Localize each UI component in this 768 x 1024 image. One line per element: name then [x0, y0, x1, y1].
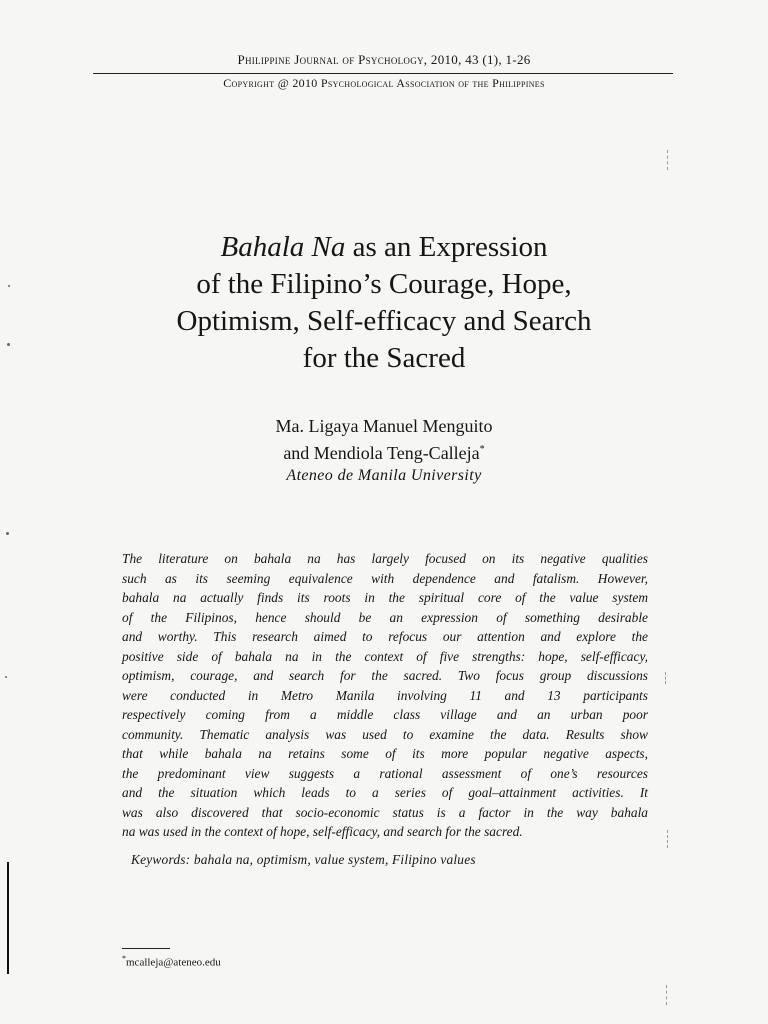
abstract-line: and the situation which leads to a series of goal–attainment activities. It: [122, 785, 648, 800]
scan-speck: [7, 343, 10, 346]
scan-edge-mark: [7, 862, 9, 974]
abstract-line: The literature on bahala na has largely focused on its negative qualities: [122, 551, 648, 566]
abstract-line: such as its seeming equivalence with dependence and fatalism. However,: [122, 570, 648, 586]
abstract-line: that while bahala na retains some of its more popular negative aspects,: [122, 746, 648, 761]
title-line-2: of the Filipino’s Courage, Hope,: [196, 268, 572, 300]
abstract-line: optimism, courage, and search for the sacred. Two focus group discussions: [122, 668, 648, 683]
footnote: [122, 954, 221, 969]
abstract: [122, 549, 648, 842]
article-title: [0, 229, 768, 377]
footnote-mark: *: [122, 954, 126, 963]
abstract-line: positive side of bahala na in the context of five strengths: hope, self-efficacy,: [122, 648, 648, 664]
copyright-line: Copyright @ 2010 Psychological Association of the Philippines: [223, 76, 545, 90]
scan-speck: [8, 285, 10, 287]
abstract-line: were conducted in Metro Manila involving 11 and 13 participants: [122, 687, 648, 703]
scan-speck: [5, 676, 7, 678]
abstract-line: na was used in the context of hope, self-efficacy, and search for the sacred.: [122, 824, 523, 839]
title-line-1-rest: as an Expression: [345, 231, 548, 263]
title-line-4: for the Sacred: [302, 342, 466, 374]
abstract-line: of the Filipinos, hence should be an expression of something desirable: [122, 609, 648, 625]
authors: [0, 414, 768, 465]
author-line-1: Ma. Ligaya Manuel Menguito: [275, 416, 493, 436]
abstract-line: the predominant view suggests a rational assessment of one’s resources: [122, 765, 648, 781]
abstract-line: respectively coming from a middle class village and an urban poor: [122, 707, 648, 722]
header-rule: [93, 73, 673, 74]
scan-margin-dash: [667, 830, 668, 848]
keywords: Keywords: bahala na, optimism, value system, Filipino values: [131, 852, 476, 867]
title-line-1: [0, 229, 768, 266]
scan-speck: [6, 532, 9, 535]
footnote-email: mcalleja@ateneo.edu: [126, 956, 221, 969]
author-line-2-text: and Mendiola Teng-Calleja: [283, 443, 480, 463]
affiliation: Ateneo de Manila University: [286, 467, 482, 484]
abstract-line: community. Thematic analysis was used to examine the data. Results show: [122, 726, 648, 742]
scan-margin-dash: [667, 150, 668, 170]
author-footnote-mark: *: [479, 444, 485, 455]
abstract-line: bahala na actually finds its roots in the spiritual core of the value system: [122, 590, 648, 605]
journal-citation: Philippine Journal of Psychology, 2010, 43 (1), 1-26: [237, 52, 531, 67]
scan-margin-dash: [665, 672, 666, 684]
abstract-line: and worthy. This research aimed to refocus our attention and explore the: [122, 629, 648, 644]
title-line-3: Optimism, Self-efficacy and Search: [176, 305, 592, 337]
scan-margin-dash: [666, 985, 667, 1005]
title-italic: Bahala Na: [220, 231, 346, 263]
footnote-rule: [122, 948, 170, 949]
author-line-2: [0, 438, 768, 465]
abstract-line: was also discovered that socio-economic status is a factor in the way bahala: [122, 804, 648, 820]
